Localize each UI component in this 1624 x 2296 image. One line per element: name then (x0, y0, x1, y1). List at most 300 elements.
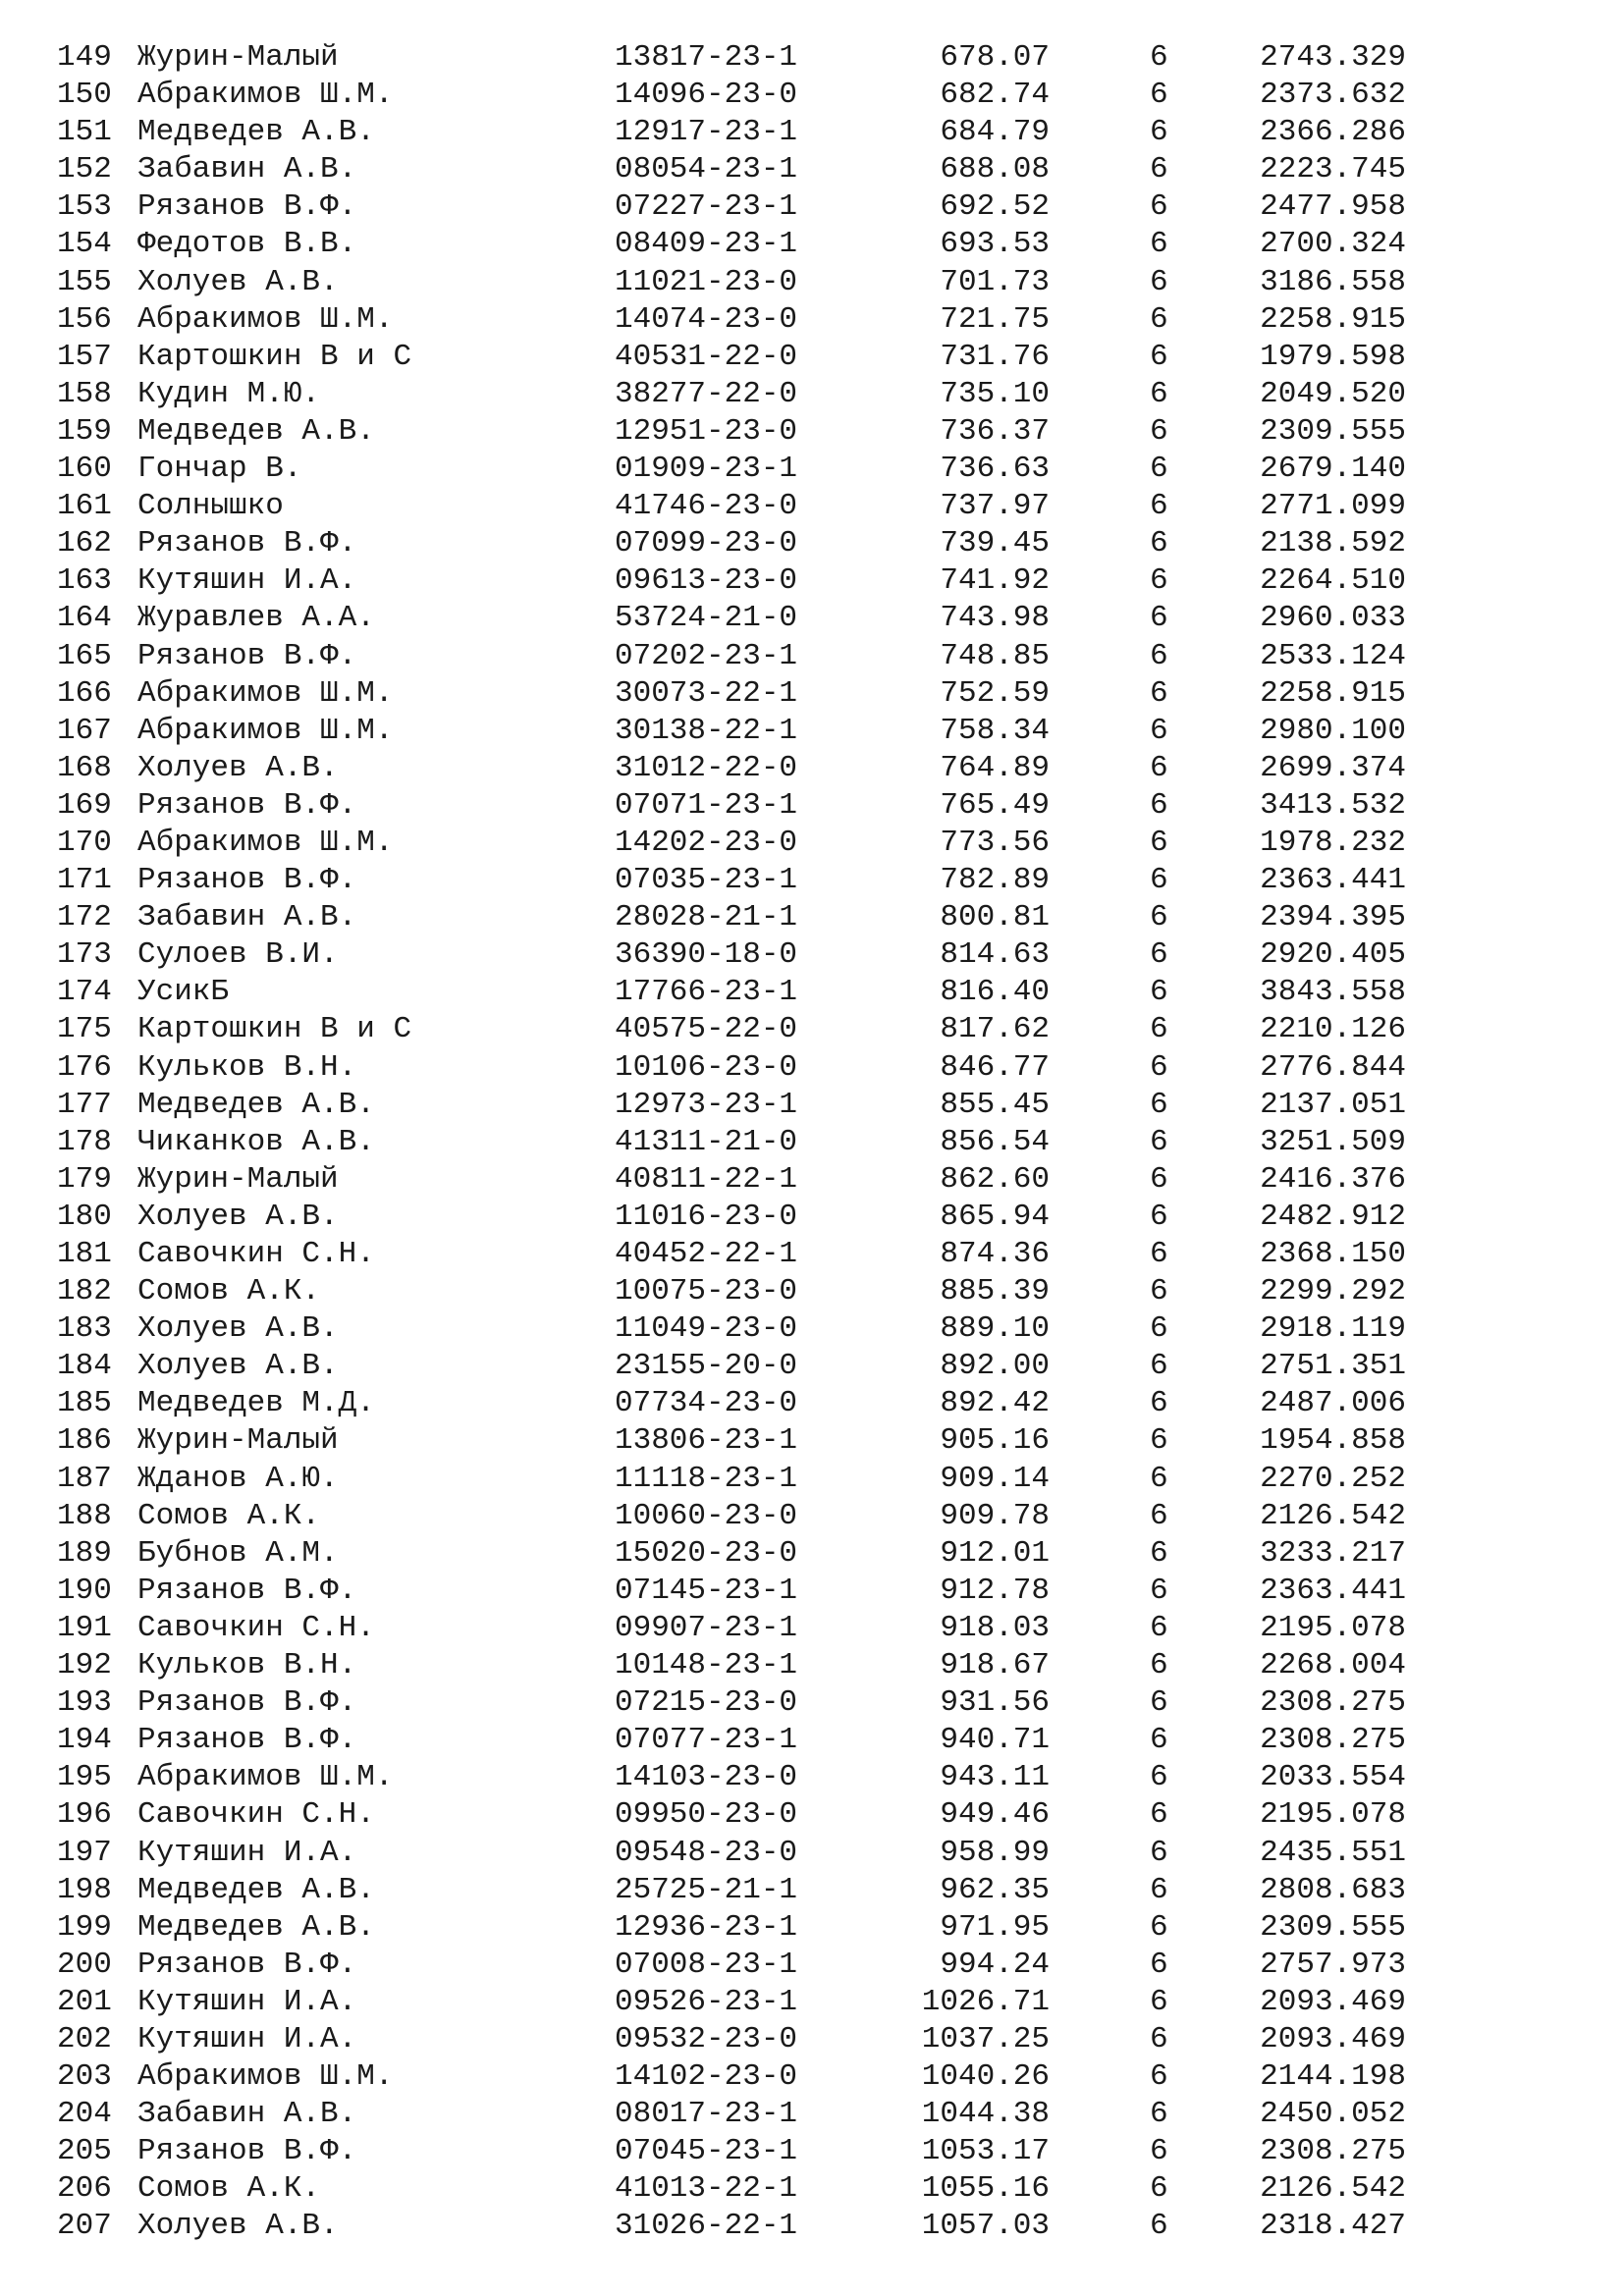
distance-value: 782.89 (940, 863, 1050, 898)
ring-code: 30073-22-1 (615, 675, 798, 711)
participant-name: Журин-Малый (137, 1423, 339, 1459)
total-score: 2373.632 (1260, 78, 1406, 113)
participant-name: Забавин А.В. (137, 900, 357, 935)
row-number: 177 (57, 1087, 112, 1122)
table-row (0, 974, 1624, 1011)
distance-value: 701.73 (940, 264, 1050, 299)
distance-value: 773.56 (940, 825, 1050, 860)
total-score: 2270.252 (1260, 1461, 1406, 1496)
distance-value: 817.62 (940, 1012, 1050, 1047)
ring-code: 10060-23-0 (615, 1498, 798, 1533)
ring-code: 41013-22-1 (615, 2171, 798, 2207)
class-value: 6 (1150, 638, 1168, 673)
row-number: 161 (57, 489, 112, 524)
distance-value: 1044.38 (921, 2097, 1050, 2132)
table-row (0, 1796, 1624, 1834)
row-number: 200 (57, 1947, 112, 1982)
row-number: 166 (57, 675, 112, 711)
class-value: 6 (1150, 264, 1168, 299)
participant-name: Холуев А.В. (137, 2209, 339, 2244)
total-score: 2049.520 (1260, 376, 1406, 411)
table-row (0, 1011, 1624, 1048)
ring-code: 38277-22-0 (615, 376, 798, 411)
participant-name: Медведев А.В. (137, 413, 375, 449)
ring-code: 41311-21-0 (615, 1124, 798, 1159)
distance-value: 931.56 (940, 1685, 1050, 1721)
ring-code: 07215-23-0 (615, 1685, 798, 1721)
distance-value: 741.92 (940, 563, 1050, 599)
class-value: 6 (1150, 227, 1168, 262)
participant-name: Медведев М.Д. (137, 1386, 375, 1421)
table-row (0, 899, 1624, 936)
distance-value: 764.89 (940, 750, 1050, 785)
ring-code: 23155-20-0 (615, 1349, 798, 1384)
participant-name: Кудин М.Ю. (137, 376, 321, 411)
participant-name: Холуев А.В. (137, 1349, 339, 1384)
class-value: 6 (1150, 489, 1168, 524)
row-number: 193 (57, 1685, 112, 1721)
total-score: 2366.286 (1260, 115, 1406, 150)
ring-code: 12936-23-1 (615, 1909, 798, 1945)
row-number: 168 (57, 750, 112, 785)
distance-value: 1057.03 (921, 2209, 1050, 2244)
participant-name: Рязанов В.Ф. (137, 189, 357, 225)
total-score: 2126.542 (1260, 1498, 1406, 1533)
participant-name: Сомов А.К. (137, 1274, 321, 1309)
class-value: 6 (1150, 1237, 1168, 1271)
row-number: 162 (57, 526, 112, 561)
row-number: 188 (57, 1498, 112, 1533)
total-score: 2757.973 (1260, 1947, 1406, 1982)
table-row (0, 488, 1624, 525)
table-row (0, 1498, 1624, 1535)
table-row (0, 638, 1624, 675)
total-score: 2195.078 (1260, 1797, 1406, 1833)
participant-name: Холуев А.В. (137, 1311, 339, 1347)
ring-code: 40575-22-0 (615, 1012, 798, 1047)
participant-name: Холуев А.В. (137, 264, 339, 299)
participant-name: Абракимов Ш.М. (137, 713, 394, 748)
distance-value: 918.03 (940, 1610, 1050, 1645)
participant-name: Солнышко (137, 489, 284, 524)
distance-value: 743.98 (940, 601, 1050, 636)
table-row (0, 1310, 1624, 1348)
participant-name: Рязанов В.Ф. (137, 1723, 357, 1758)
total-score: 2394.395 (1260, 900, 1406, 935)
row-number: 151 (57, 115, 112, 150)
total-score: 2309.555 (1260, 1909, 1406, 1945)
participant-name: Кутяшин И.А. (137, 563, 357, 599)
ring-code: 08017-23-1 (615, 2097, 798, 2132)
distance-value: 736.37 (940, 413, 1050, 449)
total-score: 2482.912 (1260, 1199, 1406, 1234)
class-value: 6 (1150, 1349, 1168, 1384)
total-score: 2920.405 (1260, 937, 1406, 973)
ring-code: 07202-23-1 (615, 638, 798, 673)
total-score: 2258.915 (1260, 675, 1406, 711)
row-number: 194 (57, 1723, 112, 1758)
class-value: 6 (1150, 115, 1168, 150)
row-number: 169 (57, 787, 112, 823)
participant-name: Медведев А.В. (137, 1087, 375, 1122)
row-number: 180 (57, 1199, 112, 1234)
table-row (0, 413, 1624, 451)
ring-code: 08054-23-1 (615, 152, 798, 187)
table-row (0, 226, 1624, 263)
total-score: 2144.198 (1260, 2059, 1406, 2095)
distance-value: 1040.26 (921, 2059, 1050, 2095)
row-number: 156 (57, 301, 112, 337)
table-row (0, 2096, 1624, 2133)
ring-code: 09526-23-1 (615, 1984, 798, 2019)
class-value: 6 (1150, 1012, 1168, 1047)
table-row (0, 2170, 1624, 2208)
class-value: 6 (1150, 1124, 1168, 1159)
class-value: 6 (1150, 1535, 1168, 1571)
table-row (0, 1872, 1624, 1909)
table-row (0, 1087, 1624, 1124)
total-score: 2771.099 (1260, 489, 1406, 524)
total-score: 3251.509 (1260, 1124, 1406, 1159)
total-score: 2751.351 (1260, 1349, 1406, 1384)
participant-name: Медведев А.В. (137, 1872, 375, 1907)
distance-value: 693.53 (940, 227, 1050, 262)
participant-name: Рязанов В.Ф. (137, 1685, 357, 1721)
distance-value: 752.59 (940, 675, 1050, 711)
total-score: 3843.558 (1260, 975, 1406, 1010)
distance-value: 874.36 (940, 1237, 1050, 1271)
participant-name: Журавлев А.А. (137, 601, 375, 636)
ring-code: 31012-22-0 (615, 750, 798, 785)
row-number: 197 (57, 1835, 112, 1870)
row-number: 158 (57, 376, 112, 411)
distance-value: 889.10 (940, 1311, 1050, 1347)
table-row (0, 1684, 1624, 1722)
distance-value: 958.99 (940, 1835, 1050, 1870)
class-value: 6 (1150, 40, 1168, 75)
table-row (0, 1759, 1624, 1796)
class-value: 6 (1150, 1835, 1168, 1870)
table-row (0, 1835, 1624, 1872)
distance-value: 758.34 (940, 713, 1050, 748)
ring-code: 12917-23-1 (615, 115, 798, 150)
table-row (0, 1947, 1624, 1984)
ring-code: 41746-23-0 (615, 489, 798, 524)
ring-code: 15020-23-0 (615, 1535, 798, 1571)
ring-code: 40452-22-1 (615, 1237, 798, 1271)
participant-name: Абракимов Ш.М. (137, 78, 394, 113)
table-row (0, 1049, 1624, 1087)
distance-value: 892.00 (940, 1349, 1050, 1384)
participant-name: Рязанов В.Ф. (137, 1573, 357, 1608)
participant-name: Рязанов В.Ф. (137, 787, 357, 823)
total-score: 2137.051 (1260, 1087, 1406, 1122)
distance-value: 918.67 (940, 1648, 1050, 1683)
table-row (0, 2208, 1624, 2245)
row-number: 153 (57, 189, 112, 225)
class-value: 6 (1150, 189, 1168, 225)
class-value: 6 (1150, 1610, 1168, 1645)
row-number: 182 (57, 1274, 112, 1309)
class-value: 6 (1150, 1423, 1168, 1459)
participant-name: Кутяшин И.А. (137, 1984, 357, 2019)
class-value: 6 (1150, 900, 1168, 935)
distance-value: 737.97 (940, 489, 1050, 524)
distance-value: 736.63 (940, 452, 1050, 487)
class-value: 6 (1150, 1087, 1168, 1122)
total-score: 2299.292 (1260, 1274, 1406, 1309)
class-value: 6 (1150, 750, 1168, 785)
ring-code: 10075-23-0 (615, 1274, 798, 1309)
ring-code: 14102-23-0 (615, 2059, 798, 2095)
class-value: 6 (1150, 2097, 1168, 2132)
row-number: 171 (57, 863, 112, 898)
row-number: 170 (57, 825, 112, 860)
total-score: 1954.858 (1260, 1423, 1406, 1459)
ring-code: 09532-23-0 (615, 2021, 798, 2056)
total-score: 2138.592 (1260, 526, 1406, 561)
distance-value: 892.42 (940, 1386, 1050, 1421)
ring-code: 25725-21-1 (615, 1872, 798, 1907)
row-number: 164 (57, 601, 112, 636)
row-number: 186 (57, 1423, 112, 1459)
class-value: 6 (1150, 825, 1168, 860)
ring-code: 07077-23-1 (615, 1723, 798, 1758)
table-row (0, 264, 1624, 301)
ring-code: 09907-23-1 (615, 1610, 798, 1645)
row-number: 206 (57, 2171, 112, 2207)
total-score: 2363.441 (1260, 863, 1406, 898)
table-row (0, 1348, 1624, 1385)
class-value: 6 (1150, 713, 1168, 748)
class-value: 6 (1150, 452, 1168, 487)
row-number: 198 (57, 1872, 112, 1907)
class-value: 6 (1150, 1984, 1168, 2019)
row-number: 192 (57, 1648, 112, 1683)
distance-value: 865.94 (940, 1199, 1050, 1234)
total-score: 2477.958 (1260, 189, 1406, 225)
table-row (0, 1385, 1624, 1422)
distance-value: 909.14 (940, 1461, 1050, 1496)
total-score: 2363.441 (1260, 1573, 1406, 1608)
total-score: 3186.558 (1260, 264, 1406, 299)
row-number: 189 (57, 1535, 112, 1571)
ring-code: 30138-22-1 (615, 713, 798, 748)
table-row (0, 525, 1624, 562)
row-number: 163 (57, 563, 112, 599)
class-value: 6 (1150, 1199, 1168, 1234)
distance-value: 692.52 (940, 189, 1050, 225)
table-row (0, 1461, 1624, 1498)
total-score: 2980.100 (1260, 713, 1406, 748)
total-score: 2309.555 (1260, 413, 1406, 449)
distance-value: 1055.16 (921, 2171, 1050, 2207)
distance-value: 885.39 (940, 1274, 1050, 1309)
participant-name: Савочкин С.Н. (137, 1610, 375, 1645)
total-score: 2776.844 (1260, 1049, 1406, 1085)
ring-code: 36390-18-0 (615, 937, 798, 973)
table-row (0, 1124, 1624, 1161)
table-row (0, 77, 1624, 114)
table-row (0, 2133, 1624, 2170)
total-score: 2033.554 (1260, 1760, 1406, 1795)
table-row (0, 1722, 1624, 1759)
distance-value: 862.60 (940, 1161, 1050, 1197)
table-row (0, 2058, 1624, 2096)
row-number: 167 (57, 713, 112, 748)
row-number: 155 (57, 264, 112, 299)
class-value: 6 (1150, 1498, 1168, 1533)
table-row (0, 151, 1624, 188)
class-value: 6 (1150, 413, 1168, 449)
total-score: 2258.915 (1260, 301, 1406, 337)
total-score: 2308.275 (1260, 2134, 1406, 2169)
distance-value: 943.11 (940, 1760, 1050, 1795)
table-row (0, 1647, 1624, 1684)
row-number: 183 (57, 1311, 112, 1347)
ring-code: 07008-23-1 (615, 1947, 798, 1982)
total-score: 2960.033 (1260, 601, 1406, 636)
row-number: 184 (57, 1349, 112, 1384)
class-value: 6 (1150, 1760, 1168, 1795)
class-value: 6 (1150, 339, 1168, 374)
table-row (0, 2021, 1624, 2058)
participant-name: Жданов А.Ю. (137, 1461, 339, 1496)
class-value: 6 (1150, 1947, 1168, 1982)
participant-name: Кульков В.Н. (137, 1648, 357, 1683)
table-row (0, 825, 1624, 862)
table-row (0, 39, 1624, 77)
table-row (0, 1199, 1624, 1236)
distance-value: 765.49 (940, 787, 1050, 823)
total-score: 2093.469 (1260, 2021, 1406, 2056)
participant-name: Гончар В. (137, 452, 302, 487)
total-score: 2318.427 (1260, 2209, 1406, 2244)
distance-value: 912.01 (940, 1535, 1050, 1571)
table-row (0, 376, 1624, 413)
total-score: 2487.006 (1260, 1386, 1406, 1421)
distance-value: 971.95 (940, 1909, 1050, 1945)
participant-name: Журин-Малый (137, 40, 339, 75)
ring-code: 12951-23-0 (615, 413, 798, 449)
row-number: 203 (57, 2059, 112, 2095)
total-score: 2918.119 (1260, 1311, 1406, 1347)
row-number: 175 (57, 1012, 112, 1047)
table-row (0, 451, 1624, 488)
class-value: 6 (1150, 563, 1168, 599)
distance-value: 856.54 (940, 1124, 1050, 1159)
distance-value: 735.10 (940, 376, 1050, 411)
participant-name: Сомов А.К. (137, 2171, 321, 2207)
total-score: 2368.150 (1260, 1237, 1406, 1271)
participant-name: Федотов В.В. (137, 227, 357, 262)
table-row (0, 114, 1624, 151)
participant-name: Рязанов В.Ф. (137, 638, 357, 673)
ring-code: 11016-23-0 (615, 1199, 798, 1234)
participant-name: Бубнов А.М. (137, 1535, 339, 1571)
ring-code: 09950-23-0 (615, 1797, 798, 1833)
participant-name: Абракимов Ш.М. (137, 1760, 394, 1795)
class-value: 6 (1150, 1573, 1168, 1608)
row-number: 202 (57, 2021, 112, 2056)
ring-code: 11049-23-0 (615, 1311, 798, 1347)
total-score: 2264.510 (1260, 563, 1406, 599)
table-row (0, 188, 1624, 226)
row-number: 204 (57, 2097, 112, 2132)
total-score: 2126.542 (1260, 2171, 1406, 2207)
class-value: 6 (1150, 787, 1168, 823)
total-score: 2093.469 (1260, 1984, 1406, 2019)
distance-value: 940.71 (940, 1723, 1050, 1758)
row-number: 178 (57, 1124, 112, 1159)
distance-value: 814.63 (940, 937, 1050, 973)
table-row (0, 787, 1624, 825)
distance-value: 678.07 (940, 40, 1050, 75)
class-value: 6 (1150, 1311, 1168, 1347)
distance-value: 909.78 (940, 1498, 1050, 1533)
participant-name: Медведев А.В. (137, 115, 375, 150)
total-score: 2435.551 (1260, 1835, 1406, 1870)
ring-code: 11118-23-1 (615, 1461, 798, 1496)
ring-code: 11021-23-0 (615, 264, 798, 299)
row-number: 160 (57, 452, 112, 487)
distance-value: 816.40 (940, 975, 1050, 1010)
table-row (0, 1236, 1624, 1273)
ring-code: 08409-23-1 (615, 227, 798, 262)
distance-value: 846.77 (940, 1049, 1050, 1085)
row-number: 185 (57, 1386, 112, 1421)
participant-name: Рязанов В.Ф. (137, 1947, 357, 1982)
ring-code: 07099-23-0 (615, 526, 798, 561)
class-value: 6 (1150, 2021, 1168, 2056)
table-row (0, 713, 1624, 750)
total-score: 2268.004 (1260, 1648, 1406, 1683)
class-value: 6 (1150, 937, 1168, 973)
total-score: 2308.275 (1260, 1685, 1406, 1721)
row-number: 187 (57, 1461, 112, 1496)
table-row (0, 600, 1624, 637)
ring-code: 13817-23-1 (615, 40, 798, 75)
participant-name: Холуев А.В. (137, 1199, 339, 1234)
ring-code: 12973-23-1 (615, 1087, 798, 1122)
row-number: 179 (57, 1161, 112, 1197)
row-number: 157 (57, 339, 112, 374)
total-score: 3233.217 (1260, 1535, 1406, 1571)
participant-name: Картошкин В и С (137, 339, 412, 374)
class-value: 6 (1150, 1049, 1168, 1085)
total-score: 3413.532 (1260, 787, 1406, 823)
distance-value: 1053.17 (921, 2134, 1050, 2169)
total-score: 2699.374 (1260, 750, 1406, 785)
class-value: 6 (1150, 78, 1168, 113)
row-number: 181 (57, 1237, 112, 1271)
class-value: 6 (1150, 2134, 1168, 2169)
ring-code: 13806-23-1 (615, 1423, 798, 1459)
ring-code: 28028-21-1 (615, 900, 798, 935)
row-number: 172 (57, 900, 112, 935)
participant-name: Абракимов Ш.М. (137, 675, 394, 711)
row-number: 159 (57, 413, 112, 449)
row-number: 176 (57, 1049, 112, 1085)
total-score: 2195.078 (1260, 1610, 1406, 1645)
distance-value: 994.24 (940, 1947, 1050, 1982)
total-score: 2679.140 (1260, 452, 1406, 487)
participant-name: Забавин А.В. (137, 152, 357, 187)
distance-value: 962.35 (940, 1872, 1050, 1907)
class-value: 6 (1150, 152, 1168, 187)
participant-name: Кутяшин И.А. (137, 1835, 357, 1870)
row-number: 150 (57, 78, 112, 113)
